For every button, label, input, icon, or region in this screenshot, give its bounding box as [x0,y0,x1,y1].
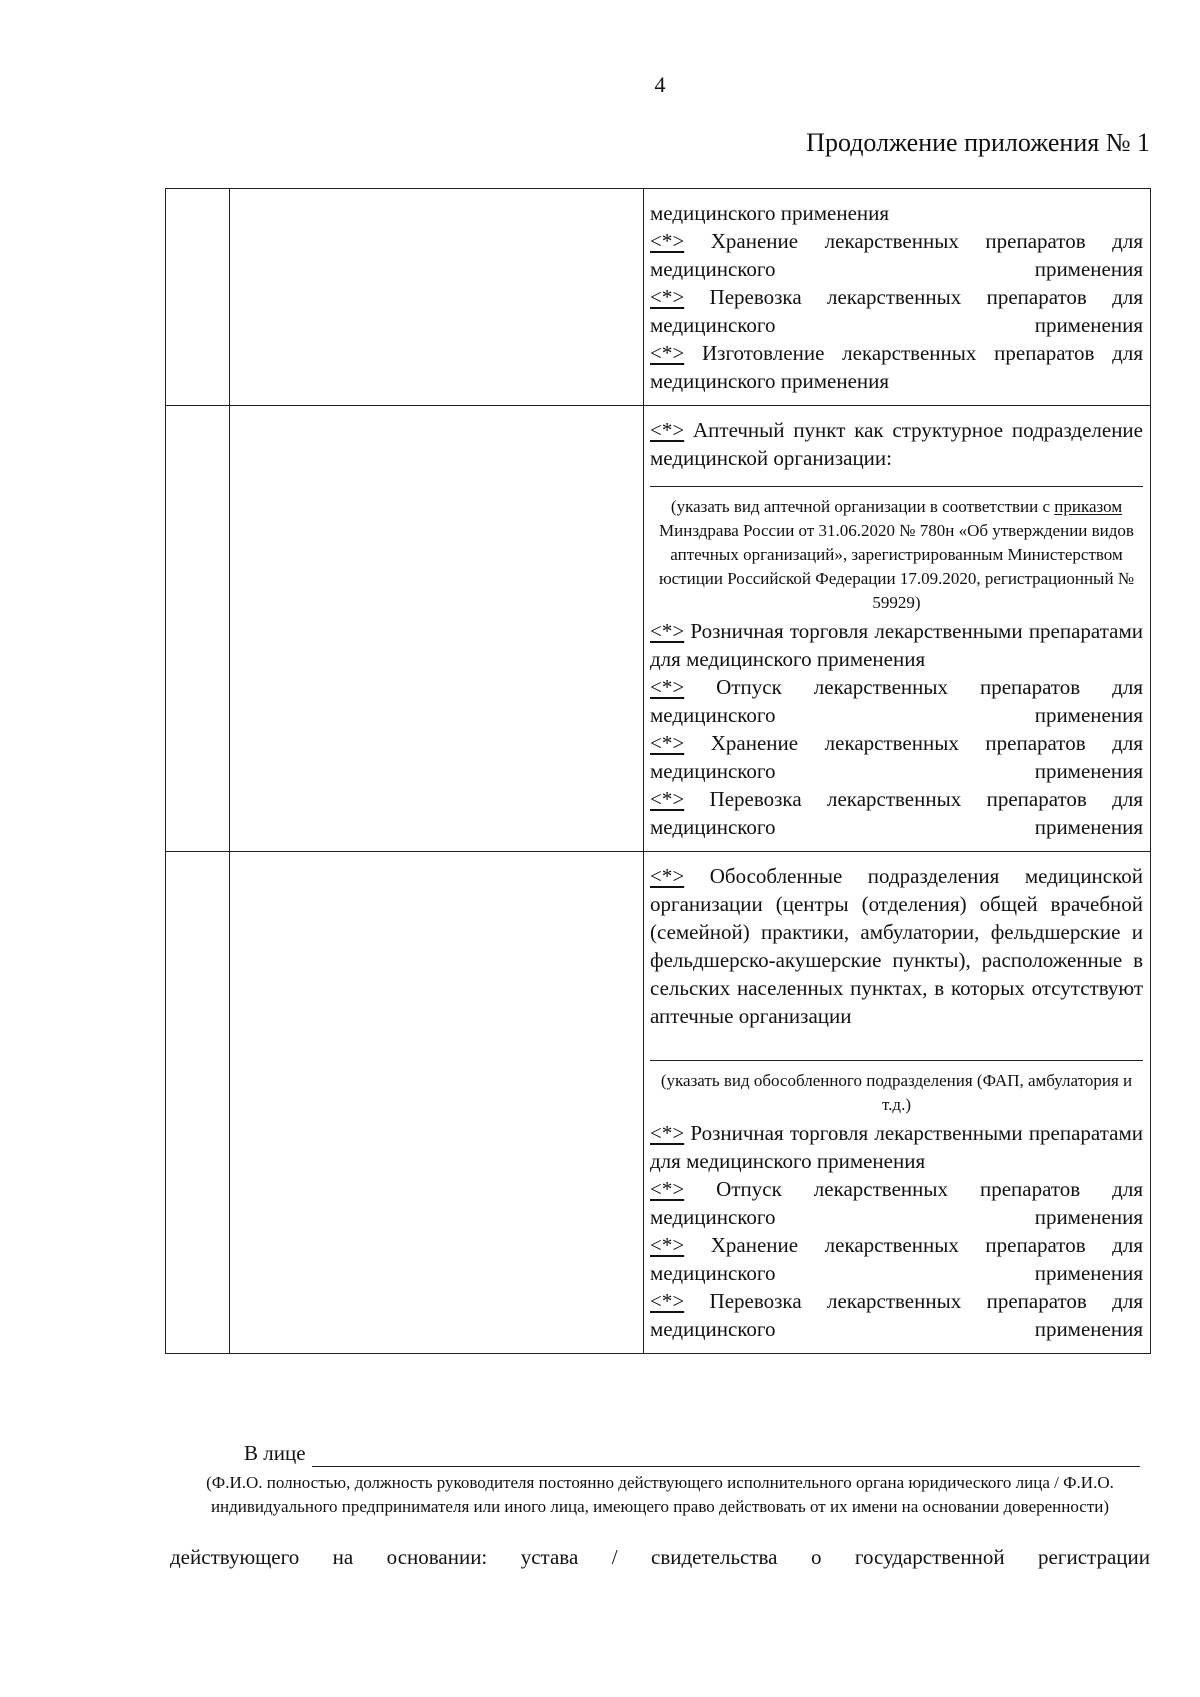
activity-cell [644,852,1151,1354]
representative-field [244,1441,1140,1466]
representative-note: (Ф.И.О. полностью, должность руководителя постоянно действующего исполнительного органа юридического лица / Ф.И.О. индивидуального предпринимателя или иного лица, имеющего право действовать от их имени на основании доверенности) [206,1473,1114,1516]
list-item: <*> Розничная торговля лекарственными препаратами для медицинского применения [650,1121,1143,1173]
representative-label: В лице [244,1441,306,1465]
address-cell [230,406,644,852]
marker-checkbox[interactable]: <*> [650,731,685,755]
list-item: <*> Перевозка лекарственных препаратов для медицинского применения [650,1289,1143,1341]
list-item: <*> Розничная торговля лекарственными препаратами для медицинского применения [650,619,1143,671]
marker-checkbox[interactable]: <*> [650,229,685,253]
marker-checkbox[interactable]: <*> [650,341,685,365]
marker-checkbox[interactable]: <*> [650,418,685,442]
list-item: <*> Перевозка лекарственных препаратов для медицинского применения [650,787,1143,839]
address-cell [230,189,644,406]
representative-input-line[interactable] [312,1466,1140,1467]
fill-in-line[interactable] [650,1060,1143,1061]
marker-checkbox[interactable]: <*> [650,1289,685,1313]
fill-in-line[interactable] [650,486,1143,487]
number-cell [166,406,230,852]
number-cell [166,189,230,406]
activity-table [165,188,1151,1354]
list-item: <*> Изготовление лекарственных препаратов для медицинского применения [650,341,1143,393]
activity-cell [644,406,1151,852]
list-item: <*> Хранение лекарственных препаратов для медицинского применения [650,1233,1143,1285]
table-row [166,852,1151,1354]
section-intro: <*> Аптечный пункт как структурное подразделение медицинской организации: [650,418,1143,470]
order-link[interactable]: приказом [1054,497,1123,516]
marker-checkbox[interactable]: <*> [650,1177,685,1201]
marker-checkbox[interactable]: <*> [650,619,685,643]
list-item: медицинского применения [650,201,890,225]
marker-checkbox[interactable]: <*> [650,1233,685,1257]
marker-checkbox[interactable]: <*> [650,675,685,699]
list-item: <*> Хранение лекарственных препаратов для медицинского применения [650,731,1143,783]
list-item: <*> Отпуск лекарственных препаратов для медицинского применения [650,675,1143,727]
marker-checkbox[interactable]: <*> [650,285,685,309]
table-row [166,406,1151,852]
list-item: <*> Перевозка лекарственных препаратов для медицинского применения [650,285,1143,337]
acting-basis: действующего на основании: устава / свидетельства о государственной регистрации [170,1545,1150,1569]
number-cell [166,852,230,1354]
list-item: <*> Хранение лекарственных препаратов для медицинского применения [650,229,1143,281]
marker-checkbox[interactable]: <*> [650,1121,685,1145]
marker-checkbox[interactable]: <*> [650,787,685,811]
activity-cell [644,189,1151,406]
page-number: 4 [654,72,666,97]
marker-checkbox[interactable]: <*> [650,864,685,888]
section-intro: <*> Обособленные подразделения медицинской организации (центры (отделения) общей врачебной (семейной) практики, амбулатории, фельдшерские и фельдшерско-акушерские пункты), расположенные в сельских населенных пунктах, в которых отсутствуют аптечные организации [650,864,1143,1028]
continuation-title: Продолжение приложения № 1 [806,128,1150,157]
instruction-note: (указать вид аптечной организации в соответствии с приказом Минздрава России от 31.06.2020 № 780н «Об утверждении видов аптечных организаций», зарегистрированным Министерством юстиции Российской Федерации 17.09.2020, регистрационный № 59929) [658,497,1135,612]
table-row [166,189,1151,406]
list-item: <*> Отпуск лекарственных препаратов для медицинского применения [650,1177,1143,1229]
address-cell [230,852,644,1354]
instruction-note: (указать вид обособленного подразделения (ФАП, амбулатория и т.д.) [660,1071,1133,1114]
